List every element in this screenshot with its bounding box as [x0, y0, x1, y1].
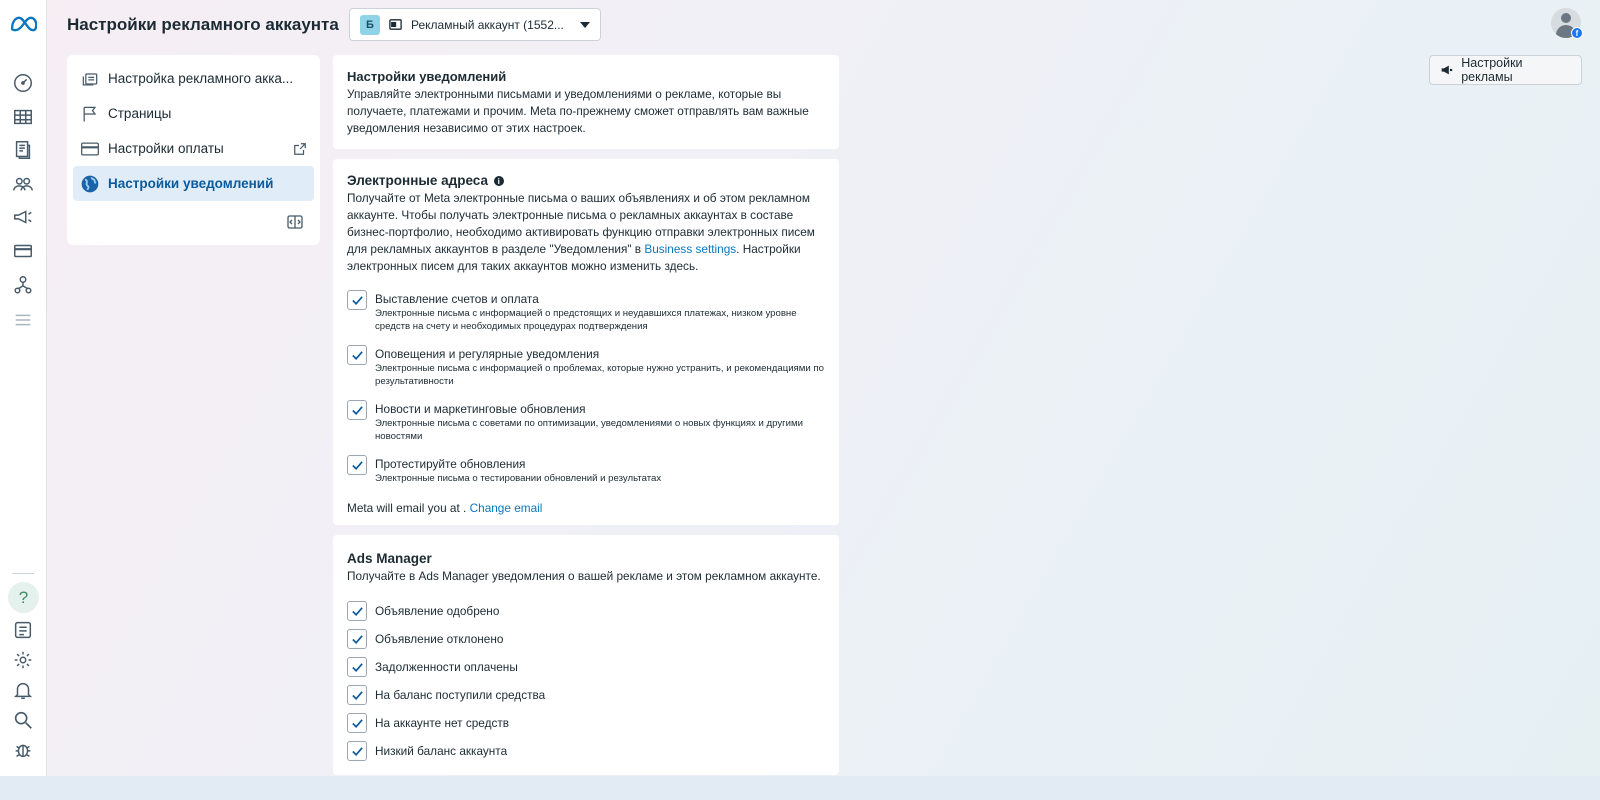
checkbox[interactable]	[347, 601, 367, 621]
menu-item-label: Страницы	[108, 106, 172, 121]
reports-icon[interactable]	[9, 136, 37, 164]
info-icon[interactable]: i	[494, 176, 504, 186]
checkbox[interactable]	[347, 713, 367, 733]
megaphone-icon	[1440, 63, 1453, 77]
campaigns-megaphone-icon[interactable]	[9, 203, 37, 231]
table-icon[interactable]	[9, 103, 37, 131]
checkbox[interactable]	[347, 345, 367, 365]
credit-card-icon	[80, 139, 100, 159]
bottom-strip	[0, 776, 1600, 800]
email-notifications-panel	[333, 159, 839, 525]
checkbox[interactable]	[347, 657, 367, 677]
ad-account-settings-icon	[80, 69, 100, 89]
description-text: Получайте от Meta электронные письма о ваших объявлениях и об этом рекламном аккаунте. Чтобы получать электронные письма о рекламных аккаунтах в составе бизнес-портфолио, необходимо активировать функцию отправки электронных писем для рекламных аккаунтов в разделе "Уведомления" в	[347, 191, 815, 256]
external-link-icon[interactable]	[293, 142, 307, 156]
section-title: Настройки уведомлений	[347, 69, 507, 84]
facebook-badge-icon: f	[1571, 27, 1583, 39]
ads-manager-option	[347, 713, 825, 733]
audiences-icon[interactable]	[9, 170, 37, 198]
section-title	[347, 173, 825, 188]
checkbox[interactable]	[347, 629, 367, 649]
checkmark-icon	[351, 294, 364, 307]
checkmark-icon	[351, 404, 364, 417]
option-subtitle: Электронные письма с информацией о проблемах, которые нужно устранить, и рекомендациями по результативности	[375, 363, 824, 387]
checkmark-icon	[351, 689, 364, 702]
checkmark-icon	[351, 745, 364, 758]
option-title: Выставление счетов и оплата	[375, 292, 539, 306]
checkmark-icon	[351, 717, 364, 730]
ads-settings-button[interactable]	[1429, 55, 1582, 85]
checkmark-icon	[351, 633, 364, 646]
notifications-intro-panel	[333, 55, 839, 149]
option-label: Низкий баланс аккаунта	[375, 744, 508, 758]
checkmark-icon	[351, 661, 364, 674]
menu-item-label: Настройки уведомлений	[108, 176, 274, 191]
notifications-bell-icon[interactable]	[9, 676, 37, 704]
checkmark-icon	[351, 605, 364, 618]
option-title: Протестируйте обновления	[375, 457, 526, 471]
email-option-alerts	[347, 345, 825, 388]
section-description	[347, 190, 825, 275]
ad-account-icon	[388, 17, 403, 32]
ads-manager-option	[347, 601, 825, 621]
checkmark-icon	[351, 349, 364, 362]
section-title-text: Электронные адреса	[347, 173, 488, 188]
account-badge: Б	[360, 15, 380, 35]
flag-icon	[80, 104, 100, 124]
checkbox[interactable]	[347, 685, 367, 705]
ad-account-selector[interactable]	[349, 8, 601, 41]
option-label: На аккаунте нет средств	[375, 716, 510, 730]
menu-item-ad-account-settings[interactable]	[73, 61, 314, 96]
ads-manager-notifications-panel	[333, 535, 839, 775]
section-title: Ads Manager	[347, 551, 432, 566]
checkmark-icon	[351, 459, 364, 472]
email-option-billing	[347, 290, 825, 333]
business-settings-link[interactable]: Business settings	[644, 242, 737, 256]
menu-item-pages[interactable]	[73, 96, 314, 131]
ads-manager-option	[347, 685, 825, 705]
option-label: На баланс поступили средства	[375, 688, 546, 702]
section-description: Получайте в Ads Manager уведомления о вашей рекламе и этом рекламном аккаунте.	[347, 569, 821, 583]
option-title: Новости и маркетинговые обновления	[375, 402, 586, 416]
email-option-test-updates	[347, 455, 825, 485]
bug-report-icon[interactable]	[9, 736, 37, 764]
menu-item-label: Настройки оплаты	[108, 141, 224, 156]
globe-icon	[80, 174, 100, 194]
rail-divider	[12, 573, 34, 574]
option-subtitle: Электронные письма с информацией о предстоящих и неудавшихся платежах, низком уровне средств на счету и необходимых процедурах подтверждения	[375, 308, 797, 332]
menu-item-notification-settings[interactable]	[73, 166, 314, 201]
search-icon[interactable]	[9, 706, 37, 734]
option-label: Объявление отклонено	[375, 632, 504, 646]
option-label: Объявление одобрено	[375, 604, 500, 618]
notes-icon[interactable]	[9, 616, 37, 644]
settings-side-menu	[67, 55, 320, 245]
checkbox[interactable]	[347, 290, 367, 310]
checkbox[interactable]	[347, 455, 367, 475]
ads-manager-option	[347, 741, 825, 761]
email-text: Meta will email you at .	[347, 501, 467, 515]
section-description: Управляйте электронными письмами и уведомлениями о рекламе, которые вы получаете, платежами и прочим. Meta по-прежнему сможет отправлять вам важные уведомления независимо от этих настроек.	[347, 87, 809, 135]
chevron-down-icon	[580, 22, 590, 28]
option-subtitle: Электронные письма с советами по оптимизации, уведомлениями о новых функциях и другими новостями	[375, 418, 803, 442]
business-structure-icon[interactable]	[9, 271, 37, 299]
dashboard-gauge-icon[interactable]	[9, 69, 37, 97]
billing-card-icon[interactable]	[9, 237, 37, 265]
ads-settings-label: Настройки рекламы	[1461, 56, 1523, 84]
collapse-panel-icon[interactable]	[286, 213, 304, 231]
option-label: Задолженности оплачены	[375, 660, 518, 674]
account-label: Рекламный аккаунт (1552...	[411, 17, 564, 32]
menu-item-payment-settings[interactable]	[73, 131, 314, 166]
change-email-link[interactable]: Change email	[469, 501, 543, 515]
settings-gear-icon[interactable]	[9, 646, 37, 674]
meta-logo-icon[interactable]	[8, 10, 38, 38]
option-title: Оповещения и регулярные уведомления	[375, 347, 600, 361]
email-option-news	[347, 400, 825, 443]
option-subtitle: Электронные письма о тестировании обновлений и результатах	[375, 473, 662, 484]
ads-manager-option	[347, 629, 825, 649]
all-tools-menu-icon[interactable]	[9, 306, 37, 334]
checkbox[interactable]	[347, 400, 367, 420]
help-icon[interactable]: ?	[8, 582, 39, 613]
email-info-line	[347, 501, 825, 515]
description-text-end: . Настройки электронных писем для таких аккаунтов можно изменить здесь.	[347, 242, 801, 273]
ads-manager-option	[347, 657, 825, 677]
checkbox[interactable]	[347, 741, 367, 761]
page-title: Настройки рекламного аккаунта	[67, 15, 339, 34]
left-navigation-rail	[0, 0, 47, 776]
menu-item-label: Настройка рекламного акка...	[108, 71, 294, 86]
